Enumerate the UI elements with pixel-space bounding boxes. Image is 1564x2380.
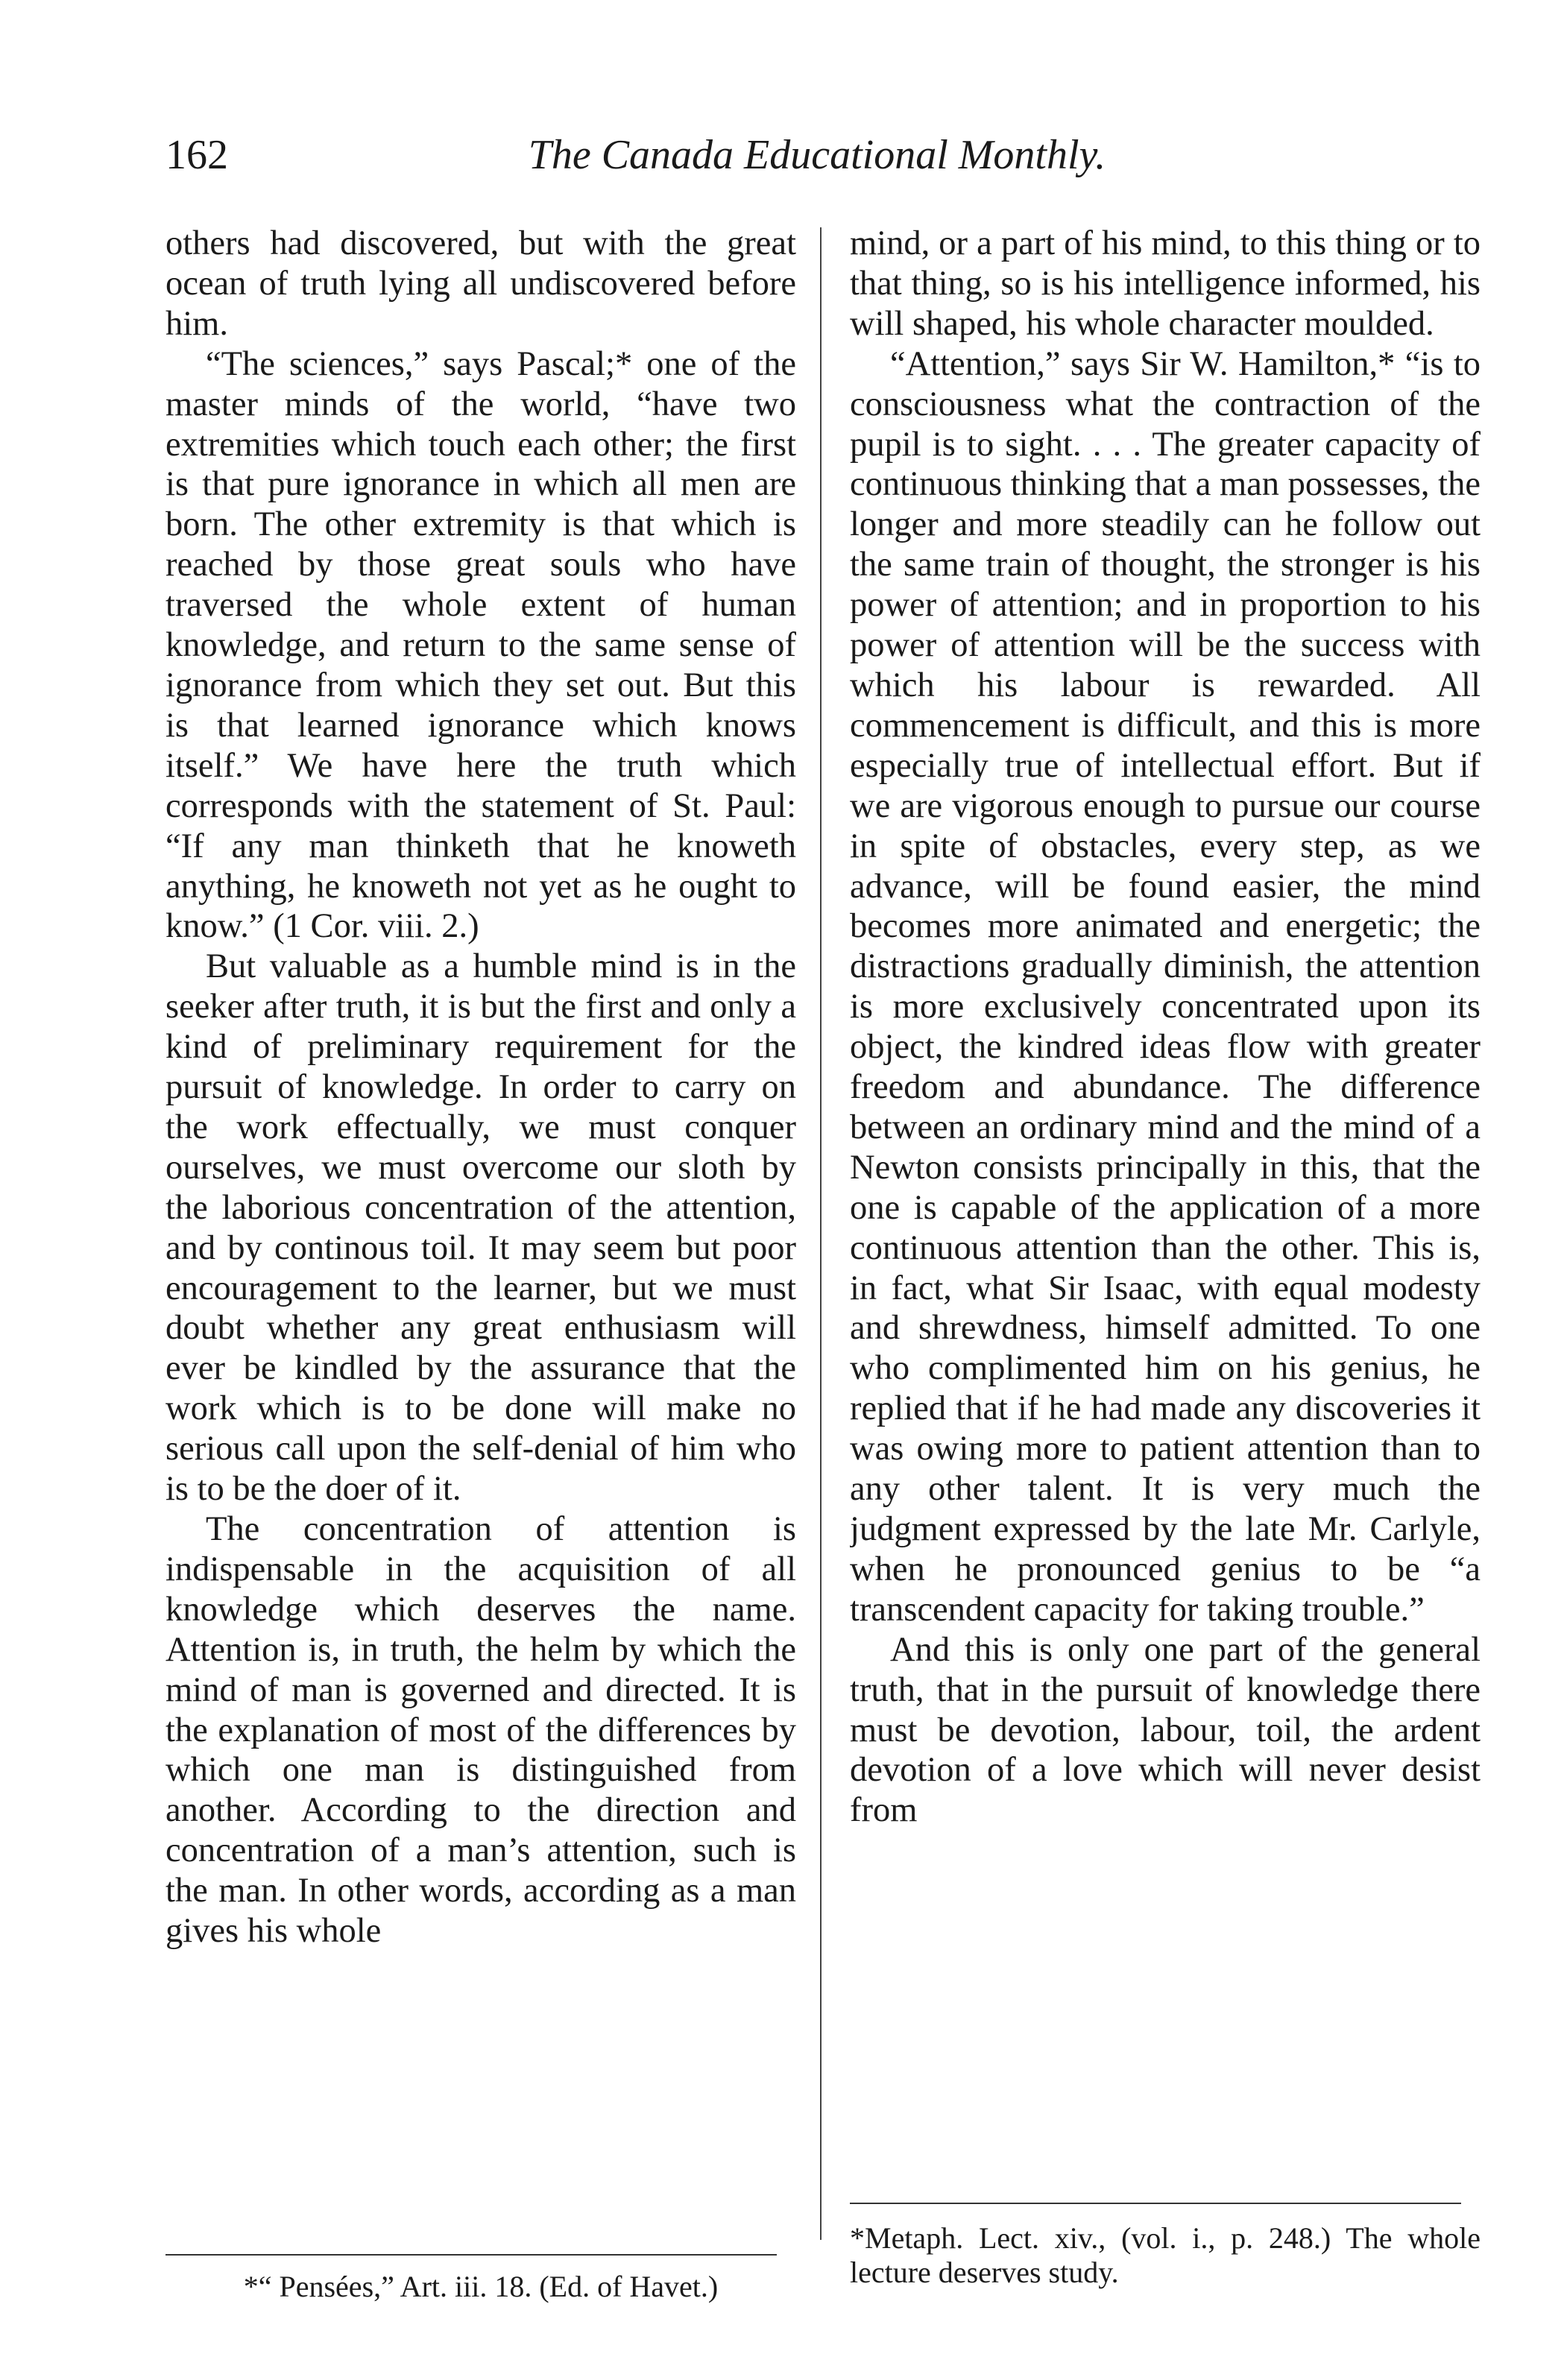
- left-column: [165, 224, 796, 2303]
- paragraph: others had discovered, but with the great ocean of truth lying all undiscovered before him.: [165, 224, 796, 343]
- paragraph: “The sciences,” says Pascal;* one of the master minds of the world, “have two extremities which touch each other; the first is that pure ignorance in which all men are born. The other extremity is that which is reached by those great souls who have traversed the whole extent of human knowledge, and return to the same sense of ignorance from which they set out. But this is that learned ignorance which knows itself.” We have here the truth which corresponds with the statement of St. Paul: “If any man thinketh that he knoweth anything, he knoweth not yet as he ought to know.” (1 Cor. viii. 2.): [165, 344, 796, 946]
- paragraph: And this is only one part of the general truth, that in the pursuit of knowledge there must be devotion, labour, toil, the ardent devotion of a love which will never desist from: [850, 1630, 1481, 1830]
- paragraph: mind, or a part of his mind, to this thing or to that thing, so is his intelligence informed, his will shaped, his whole character moulded.: [850, 224, 1481, 343]
- page-number: 162: [165, 132, 228, 178]
- paragraph: “Attention,” says Sir W. Hamilton,* “is to consciousness what the contraction of the pupil is to sight. . . . The greater capacity of continuous thinking that a man possesses, the longer and more steadily can he follow out the same train of thought, the stronger is his power of attention; and in proportion to his power of attention will be the success with which his labour is rewarded. All commencement is difficult, and this is more especially true of intellectual effort. But if we are vigorous enough to pursue our course in spite of obstacles, every step, as we advance, will be found easier, the mind becomes more animated and energetic; the distractions gradually diminish, the attention is more exclusively concentrated upon its object, the kindred ideas flow with greater freedom and abundance. The difference between an ordinary mind and the mind of a Newton consists principally in this, that the one is capable of the application of a more continuous attention than the other. This is, in fact, what Sir Isaac, with equal modesty and shrewdness, himself admitted. To one who complimented him on his genius, he replied that if he had made any discoveries it was owing more to patient attention than to any other talent. It is very much the judgment expressed by the late Mr. Carlyle, when he pronounced genius to be “a transcendent capacity for taking trouble.”: [850, 344, 1481, 1629]
- paragraph: But valuable as a humble mind is in the seeker after truth, it is but the first and only a kind of preliminary requirement for the pursuit of knowledge. In order to carry on the work effectually, we must conquer ourselves, we must overcome our sloth by the laborious concentration of the attention, and by continous toil. It may seem but poor encouragement to the learner, but we must doubt whether any great enthusiasm will ever be kindled by the assurance that the work which is to be done will make no serious call upon the self-denial of him who is to be the doer of it.: [165, 947, 796, 1509]
- footnote-rule: [165, 2254, 777, 2256]
- page-header: [165, 125, 1469, 185]
- column-divider: [820, 227, 822, 2240]
- footnote-rule: [850, 2203, 1461, 2204]
- footnote: *“ Pensées,” Art. iii. 18. (Ed. of Havet.): [243, 2270, 719, 2303]
- right-column-body: [850, 224, 1481, 2214]
- right-column: [850, 224, 1481, 2289]
- left-column-body: [165, 224, 796, 2214]
- paragraph: The concentration of attention is indispensable in the acquisition of all knowledge which deserves the name. Attention is, in truth, the helm by which the mind of man is governed and directed. It is the explanation of most of the differences by which one man is distinguished from another. According to the direction and concentration of a man’s attention, such is the man. In other words, according as a man gives his whole: [165, 1510, 796, 1951]
- footnote: *Metaph. Lect. xiv., (vol. i., p. 248.) The whole lecture deserves study.: [850, 2221, 1481, 2289]
- running-title: The Canada Educational Monthly.: [528, 132, 1106, 178]
